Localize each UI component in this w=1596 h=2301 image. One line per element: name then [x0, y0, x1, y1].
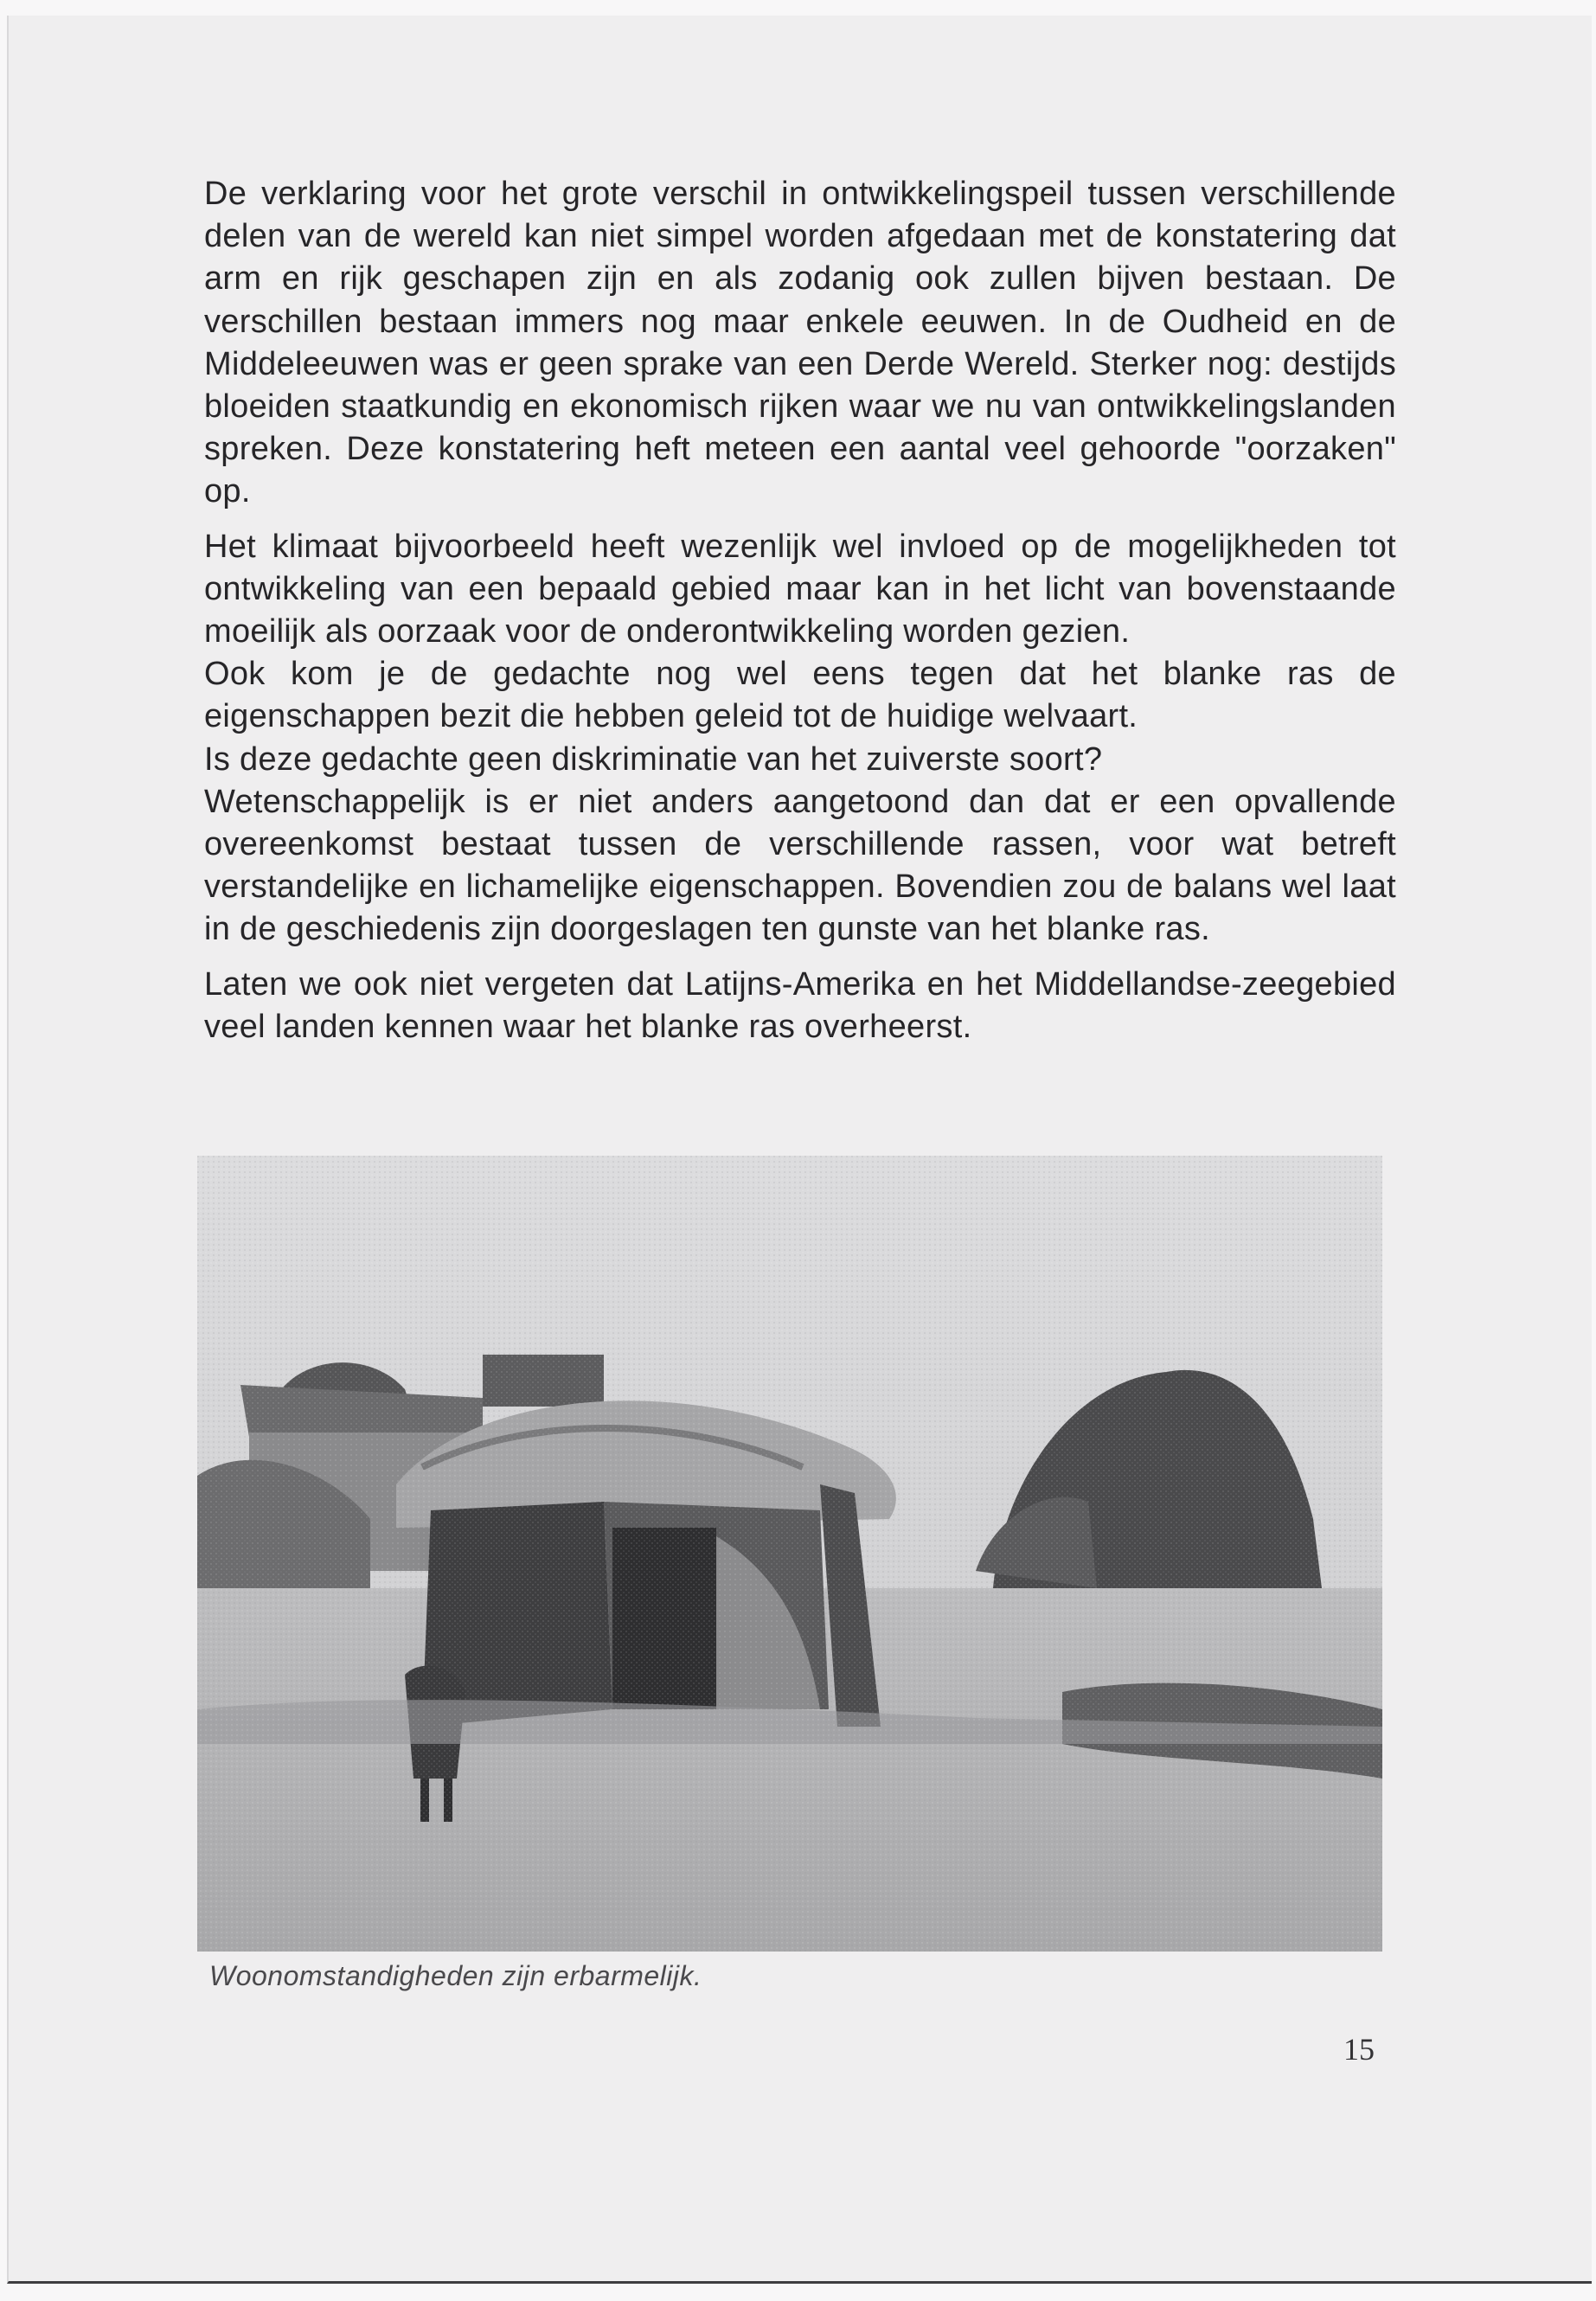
paragraph-4: Is deze gedachte geen diskriminatie van het zuiverste soort?	[204, 740, 1103, 778]
paragraph-6: Laten we ook niet vergeten dat Latijns-Amerika en het Middellandse-zeegebied veel landen kennen waar het blanke ras overheerst.	[204, 965, 1396, 1045]
body-text	[204, 173, 1396, 1048]
photo-hut	[197, 1156, 1382, 1952]
paragraph-5: Wetenschappelijk is er niet anders aangetoond dan dat er een opvallende overeenkomst bestaat tussen de verschillende rassen, voor wat betreft verstandelijke en lichamelijke eigenschappen. Bovendien zou de balans wel laat in de geschiedenis zijn doorgeslagen ten gunste van het blanke ras.	[204, 783, 1396, 948]
paragraph-1: De verklaring voor het grote verschil in ontwikkelingspeil tussen verschillende delen van de wereld kan niet simpel worden afgedaan met de konstatering dat arm en rijk geschapen zijn en als zodanig ook zullen bijven bestaan. De verschillen bestaan immers nog maar enkele eeuwen. In de Oudheid en de Middeleeuwen was er geen sprake van een Derde Wereld. Sterker nog: destijds bloeiden staatkundig en ekonomisch rijken waar we nu van ontwikkelingslanden spreken. Deze konstatering heft meteen een aantal veel gehoorde "oorzaken" op.	[204, 176, 1396, 510]
paragraph-2: Het klimaat bijvoorbeeld heeft wezenlijk wel invloed op de mogelijkheden tot ontwikkeling van een bepaald gebied maar kan in het licht van bovenstaande moeilijk als oorzaak voor de onderontwikkeling worden gezien.	[204, 528, 1396, 651]
photo-caption: Woonomstandigheden zijn erbarmelijk.	[209, 1960, 702, 1991]
photo-grain	[197, 1156, 1382, 1952]
hut-photo-illustration	[197, 1156, 1382, 1952]
paragraph-3: Ook kom je de gedachte nog wel eens tegen dat het blanke ras de eigenschappen bezit die hebben geleid tot de huidige welvaart.	[204, 656, 1396, 735]
page-number: 15	[1343, 2032, 1375, 2067]
